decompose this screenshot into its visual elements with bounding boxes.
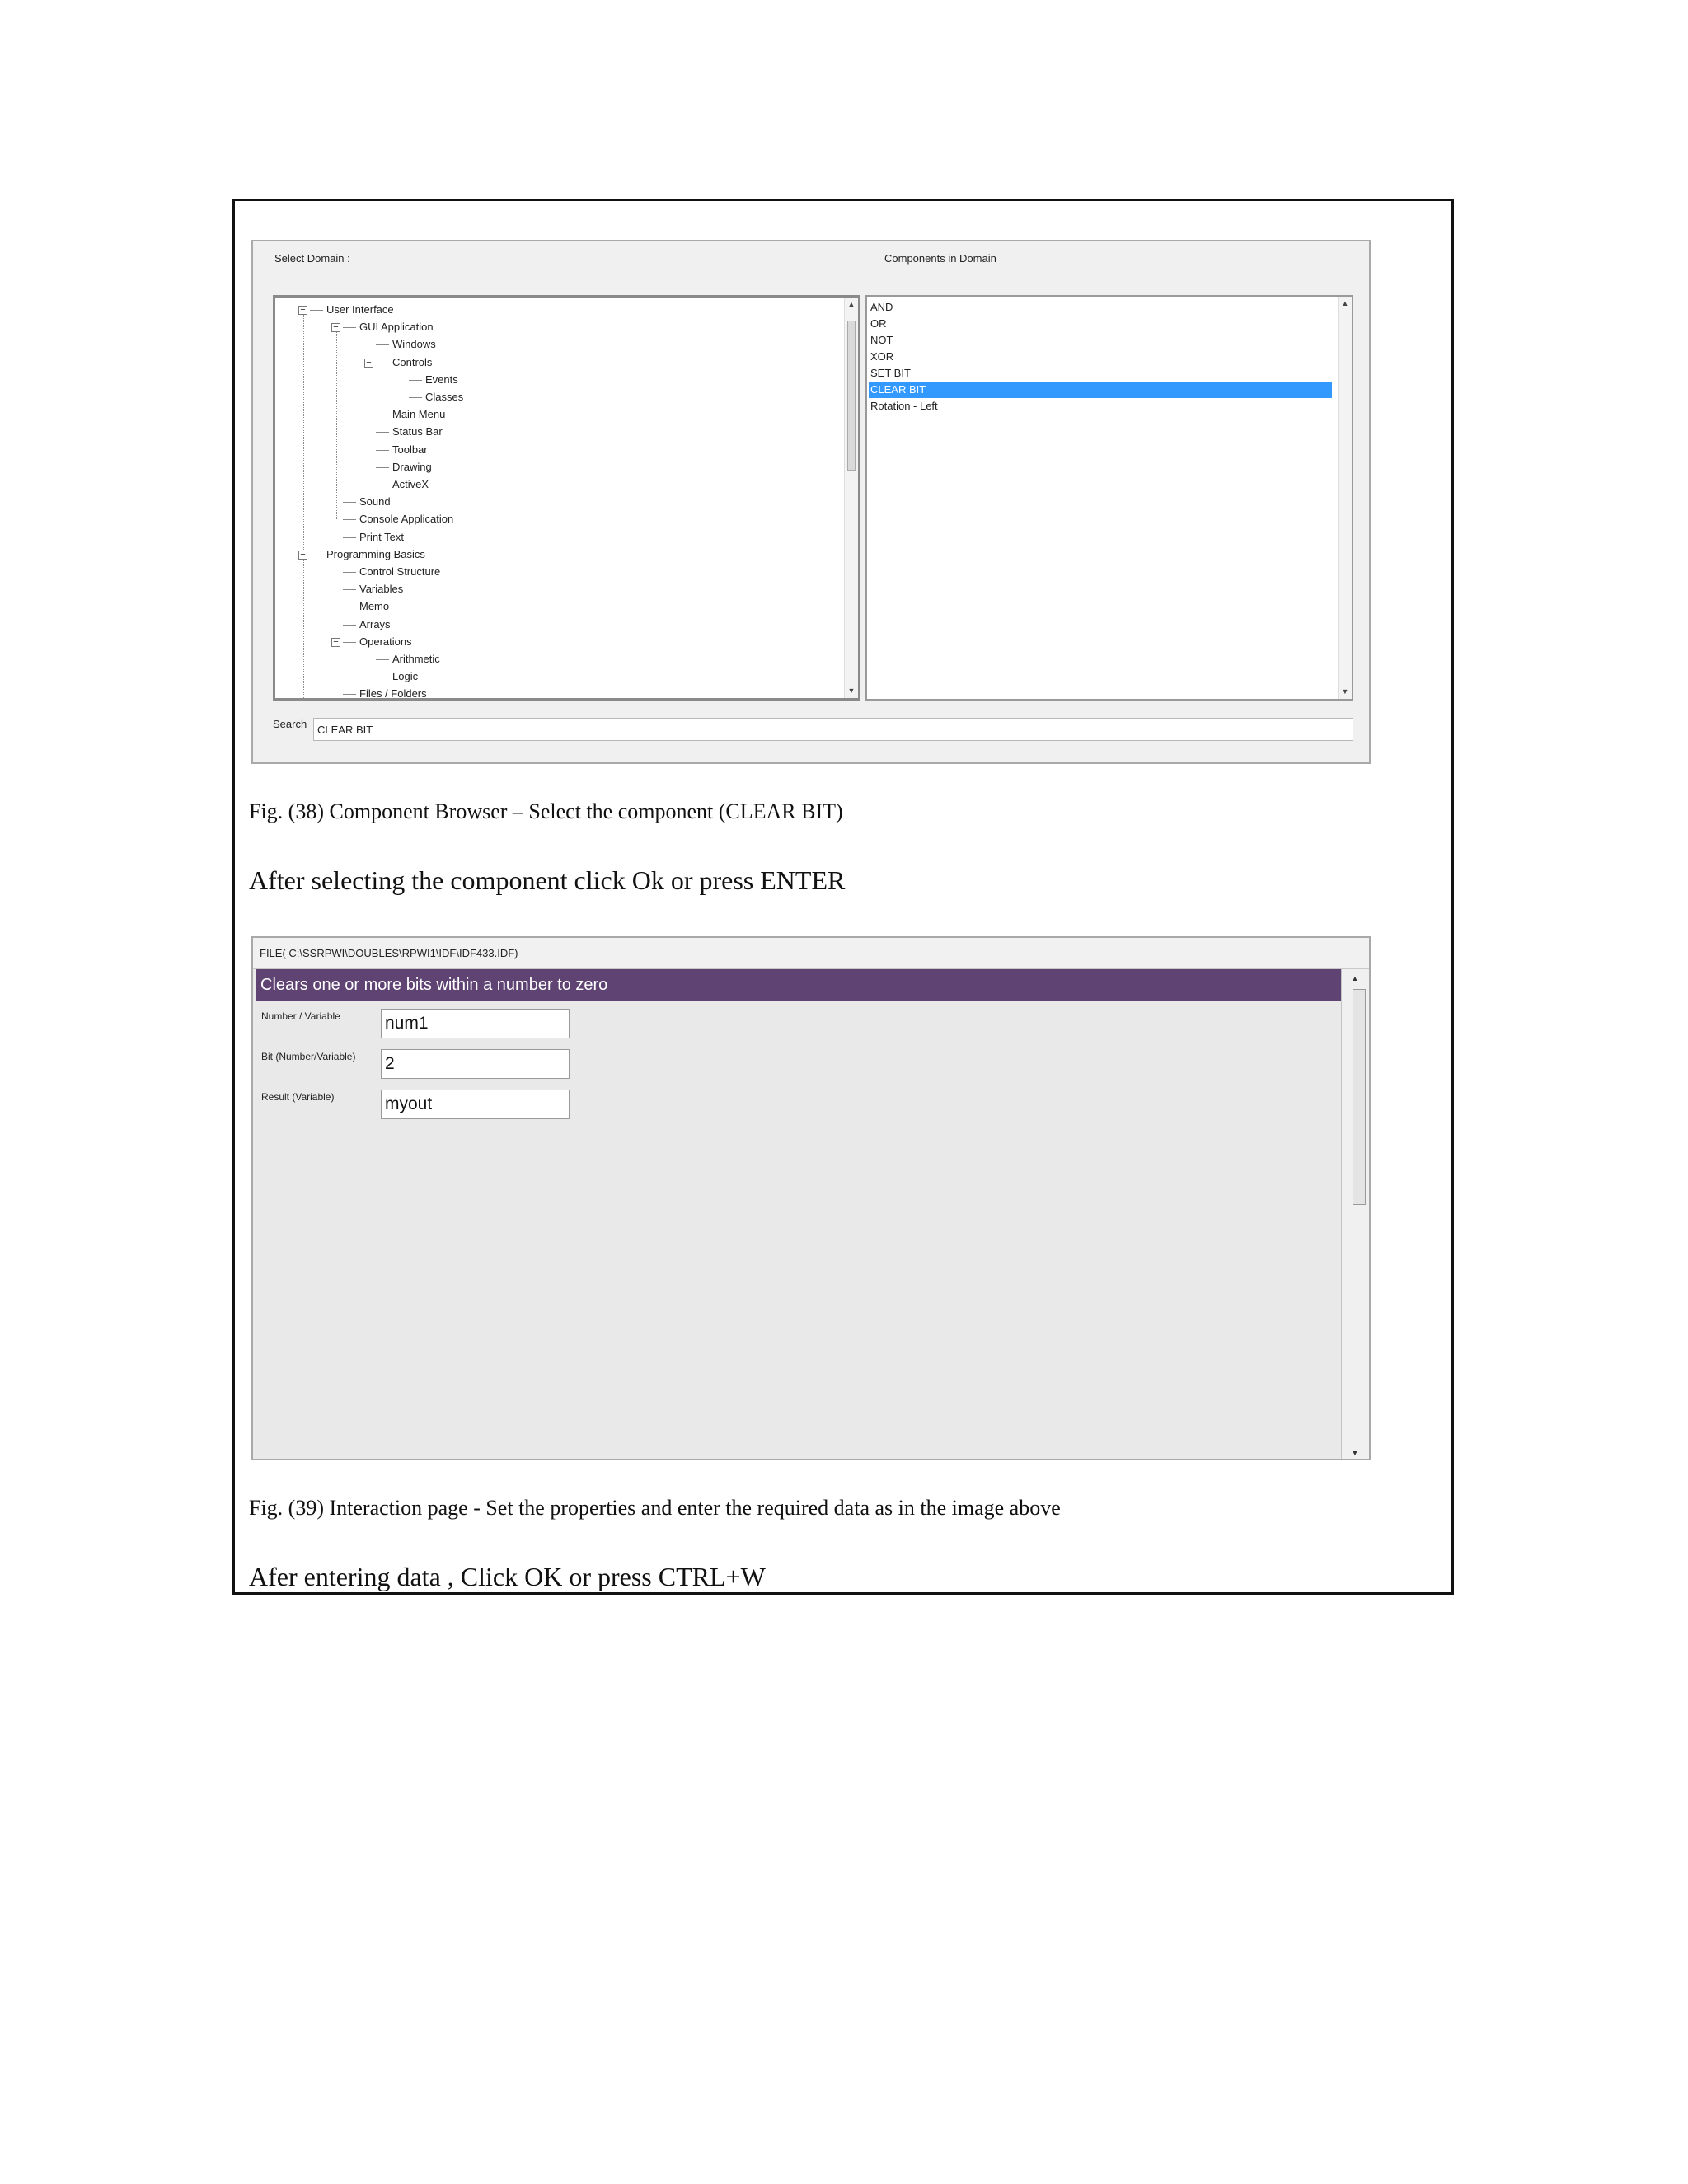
scroll-down-icon[interactable]: ▼ bbox=[847, 687, 856, 695]
tree-connector bbox=[343, 327, 356, 328]
after-select-instruction: After selecting the component click Ok or press ENTER bbox=[249, 865, 846, 895]
tree-connector bbox=[343, 502, 356, 503]
tree-item[interactable] bbox=[364, 458, 432, 476]
tree-connector bbox=[343, 694, 356, 695]
tree-item[interactable] bbox=[331, 493, 391, 510]
search-label: Search bbox=[273, 718, 307, 730]
tree-connector bbox=[376, 659, 389, 660]
tree-item[interactable] bbox=[331, 318, 434, 335]
tree-item[interactable] bbox=[331, 685, 427, 701]
tree-item-label: Events bbox=[425, 373, 458, 386]
tree-connector bbox=[409, 380, 422, 381]
scroll-up-icon[interactable]: ▲ bbox=[1341, 299, 1349, 307]
component-list-item[interactable]: NOT bbox=[870, 334, 893, 346]
tree-connector bbox=[343, 625, 356, 626]
scroll-down-icon[interactable]: ▼ bbox=[1351, 1449, 1359, 1457]
tree-item[interactable] bbox=[364, 441, 428, 458]
figure-39-caption: Fig. (39) Interaction page - Set the properties and enter the required data as in the image above bbox=[249, 1496, 1061, 1520]
components-in-domain-label: Components in Domain bbox=[884, 252, 996, 265]
collapse-icon[interactable]: − bbox=[331, 638, 340, 647]
scroll-thumb[interactable] bbox=[1353, 989, 1366, 1205]
tree-item-label: Operations bbox=[359, 635, 412, 648]
component-list-item[interactable]: AND bbox=[870, 301, 893, 313]
tree-item-label: Drawing bbox=[392, 460, 432, 473]
component-list-item[interactable]: SET BIT bbox=[870, 367, 911, 379]
tree-connector bbox=[376, 450, 389, 451]
tree-item-label: Logic bbox=[392, 670, 419, 683]
tree-item-label: Classes bbox=[425, 391, 464, 403]
domain-tree[interactable] bbox=[273, 295, 860, 701]
component-description-header: Clears one or more bits within a number to zero bbox=[256, 969, 1343, 1001]
list-scrollbar[interactable] bbox=[1338, 297, 1352, 699]
component-browser bbox=[251, 240, 1371, 764]
collapse-icon[interactable]: − bbox=[298, 306, 307, 315]
figure-38-caption: Fig. (38) Component Browser – Select the component (CLEAR BIT) bbox=[249, 799, 843, 823]
tree-item[interactable] bbox=[364, 335, 436, 353]
tree-item[interactable] bbox=[298, 546, 425, 563]
component-list-item[interactable]: OR bbox=[870, 317, 887, 330]
select-domain-label: Select Domain : bbox=[274, 252, 350, 265]
collapse-icon[interactable]: − bbox=[331, 323, 340, 332]
tree-connector bbox=[343, 519, 356, 520]
tree-item-label: Windows bbox=[392, 338, 436, 351]
tree-item[interactable] bbox=[364, 668, 418, 685]
tree-connector bbox=[376, 432, 389, 433]
collapse-icon[interactable]: − bbox=[298, 551, 307, 560]
tree-item-label: Print Text bbox=[359, 530, 404, 543]
tree-scrollbar[interactable] bbox=[844, 298, 858, 698]
tree-item[interactable] bbox=[364, 476, 429, 493]
tree-item-label: Sound bbox=[359, 495, 391, 509]
file-path-bar: FILE( C:\SSRPWI\DOUBLES\RPWI1\IDF\IDF433.IDF) bbox=[253, 938, 1369, 969]
tree-item[interactable] bbox=[364, 650, 440, 668]
tree-item-label: ActiveX bbox=[392, 478, 429, 490]
tree-item-label: Memo bbox=[359, 600, 390, 613]
bit-number-variable-input[interactable] bbox=[381, 1049, 570, 1079]
number-variable-input[interactable] bbox=[381, 1009, 570, 1038]
interaction-page bbox=[251, 936, 1371, 1460]
tree-item-label: GUI Application bbox=[359, 321, 434, 334]
tree-item[interactable] bbox=[331, 598, 389, 615]
bit-number-variable-label: Bit (Number/Variable) bbox=[261, 1051, 356, 1062]
tree-guide-line bbox=[336, 323, 337, 519]
tree-item[interactable] bbox=[364, 405, 445, 423]
tree-guide-line bbox=[303, 306, 304, 701]
tree-item-label: Toolbar bbox=[392, 443, 428, 456]
component-list-item[interactable]: CLEAR BIT bbox=[869, 382, 1332, 398]
tree-item-label: Console Application bbox=[359, 513, 454, 526]
tree-item-label: Arithmetic bbox=[392, 653, 440, 665]
tree-connector bbox=[343, 537, 356, 538]
tree-item-label: Programming Basics bbox=[326, 547, 425, 560]
tree-item-label: Control Structure bbox=[359, 565, 441, 578]
tree-item-label: Controls bbox=[392, 355, 433, 368]
tree-connector bbox=[343, 589, 356, 590]
tree-connector bbox=[376, 344, 389, 345]
tree-item-label: Arrays bbox=[359, 617, 391, 630]
collapse-icon[interactable]: − bbox=[364, 359, 373, 368]
tree-connector bbox=[343, 572, 356, 573]
search-input[interactable] bbox=[313, 718, 1353, 741]
tree-item[interactable] bbox=[364, 423, 443, 440]
after-enter-instruction: Afer entering data , Click OK or press CTRL+W bbox=[249, 1562, 766, 1591]
tree-connector bbox=[376, 467, 389, 468]
scroll-up-icon[interactable]: ▲ bbox=[847, 300, 856, 308]
tree-item[interactable] bbox=[364, 354, 432, 371]
interaction-scrollbar[interactable] bbox=[1341, 969, 1369, 1460]
tree-item[interactable] bbox=[331, 633, 412, 650]
tree-item[interactable] bbox=[298, 301, 394, 318]
scroll-thumb[interactable] bbox=[847, 321, 856, 471]
tree-connector bbox=[409, 397, 422, 398]
tree-item[interactable] bbox=[331, 563, 440, 580]
tree-connector bbox=[310, 310, 323, 311]
tree-connector bbox=[343, 642, 356, 643]
tree-item-label: Variables bbox=[359, 583, 404, 596]
tree-item-label: User Interface bbox=[326, 303, 394, 316]
result-variable-input[interactable] bbox=[381, 1090, 570, 1119]
tree-item[interactable] bbox=[331, 510, 453, 527]
tree-item-label: Main Menu bbox=[392, 408, 446, 421]
number-variable-label: Number / Variable bbox=[261, 1010, 340, 1022]
components-list[interactable] bbox=[865, 295, 1353, 701]
tree-item[interactable] bbox=[397, 388, 463, 405]
tree-item[interactable] bbox=[331, 528, 404, 546]
scroll-up-icon[interactable]: ▲ bbox=[1351, 974, 1359, 982]
tree-item-label: Status Bar bbox=[392, 425, 443, 438]
tree-item[interactable] bbox=[397, 371, 458, 388]
tree-item-label: Files / Folders bbox=[359, 687, 427, 701]
result-variable-label: Result (Variable) bbox=[261, 1091, 335, 1103]
scroll-down-icon[interactable]: ▼ bbox=[1341, 687, 1349, 696]
tree-item[interactable] bbox=[331, 580, 403, 598]
component-list-item[interactable]: XOR bbox=[870, 350, 894, 363]
tree-item[interactable] bbox=[331, 616, 391, 633]
component-list-item[interactable]: Rotation - Left bbox=[870, 400, 938, 412]
